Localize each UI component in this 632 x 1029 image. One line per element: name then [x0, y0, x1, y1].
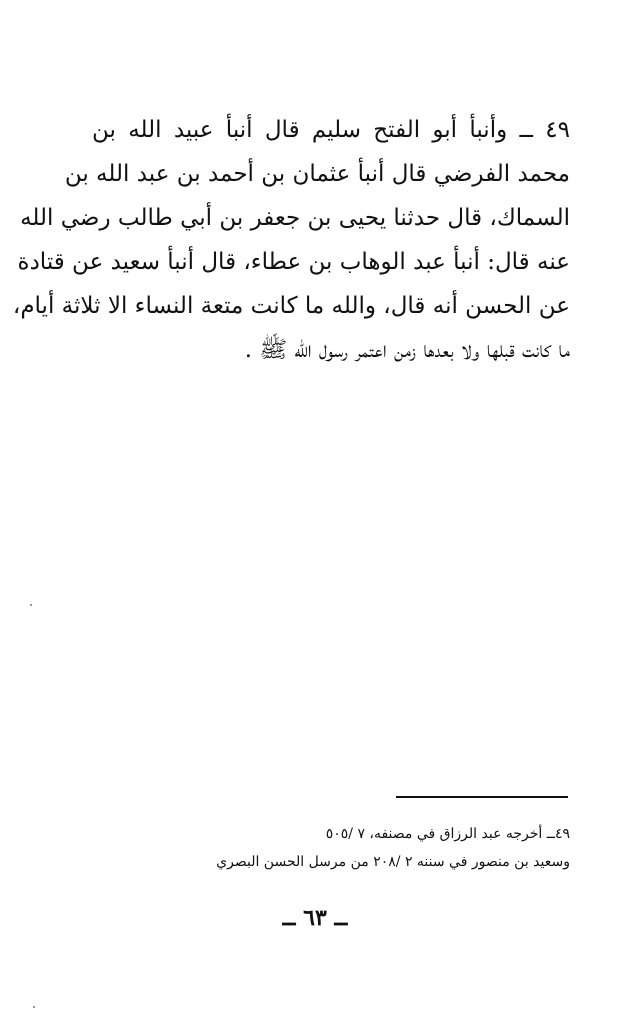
text-line: السماك، قال حدثنا يحيى بن جعفر بن أبي طالب رضي الله — [20, 205, 570, 231]
text-line: عن الحسن أنه قال، والله ما كانت متعة النساء الا ثلاثة أيام، — [12, 293, 570, 319]
text-line: ما كانت قبلها ولا بعدها زمن اعتمر رسول الله ﷺ . — [244, 337, 570, 363]
page-number: ــ ٦٣ ــ — [282, 905, 348, 931]
main-text — [12, 108, 570, 372]
text-line: عنه قال: أنبأ عبد الوهاب بن عطاء، قال أنبأ سعيد عن قتادة — [17, 249, 570, 275]
scan-speck — [33, 1006, 35, 1008]
footnotes — [216, 820, 570, 876]
text-line: محمد الفرضي قال أنبأ عثمان بن أحمد بن عبد الله بن — [64, 161, 570, 187]
footnote-separator — [396, 796, 568, 798]
footnote-line: ٤٩ــ أخرجه عبد الرزاق في مصنفه، ٧ /٥٠٥ — [325, 826, 570, 842]
scan-speck — [30, 604, 32, 606]
footnote-line: وسعيد بن منصور في سننه ٢ /٢٠٨ من مرسل الحسن البصري — [216, 854, 570, 870]
text-line: ٤٩ ــ وأنبأ أبو الفتح سليم قال أنبأ عبيد الله بن — [92, 117, 570, 143]
